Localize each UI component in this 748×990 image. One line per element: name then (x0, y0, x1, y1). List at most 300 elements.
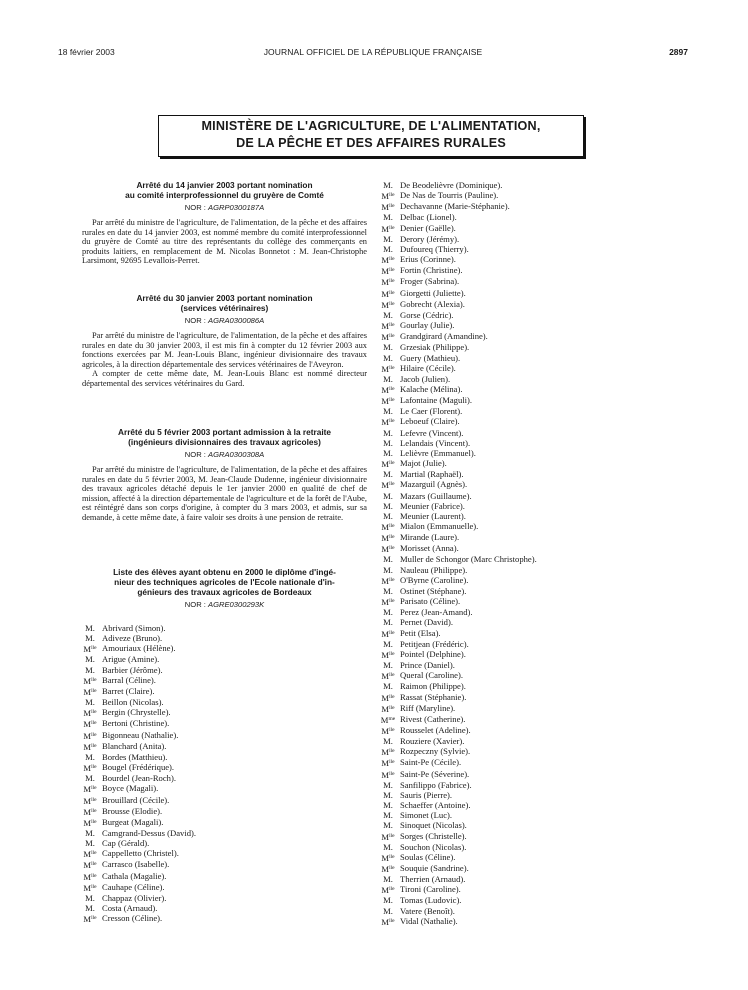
graduate-name: Barral (Céline). (102, 674, 156, 685)
graduate-list-item (380, 725, 680, 736)
civility-title: $M^{me}$ (380, 714, 396, 725)
graduate-name: Froger (Sabrina). (400, 276, 460, 287)
graduate-name: Rousselet (Adeline). (400, 724, 471, 735)
graduate-name: Petitjean (Frédéric). (400, 638, 469, 649)
nor-reference (82, 203, 367, 213)
graduate-list-item (82, 762, 367, 773)
civility-title: M. (383, 490, 393, 501)
graduate-name: Denier (Gaëlle). (400, 222, 456, 233)
graduate-list-item (82, 913, 367, 924)
graduate-list-item (380, 820, 680, 830)
graduate-list-item (380, 363, 680, 374)
civility-title: $M^{lle}$ (381, 396, 395, 407)
article-title-line: Arrêté du 30 janvier 2003 portant nomination (136, 293, 313, 303)
nor-label: NOR : (184, 450, 206, 459)
left-column (82, 180, 367, 924)
graduate-name: Pernet (David). (400, 617, 453, 628)
graduate-list-item (82, 686, 367, 697)
graduate-name: Perez (Jean-Amand). (400, 607, 473, 618)
nor-label: NOR : (184, 600, 206, 609)
graduate-list-item (380, 554, 680, 564)
civility-title: $M^{lle}$ (381, 575, 395, 586)
graduate-list-item (380, 511, 680, 521)
article-paragraph: Par arrêté du ministre de l'agriculture, de l'alimentation, de la pêche et des affaires rurales en date du 5 février 2003, M. Jean-Claude Dudenne, ingénieur divisionnaire des travaux agricoles détaché depuis le 1er janvier 2000 en qualité de chef de mission, affecté à la direction départementale de l'agriculture et de la forêt de l'Aube, est réintégré dans son corps d'origine, à compter du 3 mars 2003, et admis, sur sa demande, à cette même date, à faire valoir ses droits à une pension de retraite. (82, 465, 367, 522)
graduate-name: Vidal (Nathalie). (400, 915, 458, 926)
graduate-list-item (380, 639, 680, 649)
civility-title: M. (383, 564, 393, 575)
civility-title: $M^{lle}$ (381, 277, 395, 288)
civility-title: $M^{lle}$ (381, 255, 395, 266)
graduate-name: O'Byrne (Caroline). (400, 574, 469, 585)
graduate-name: Petit (Elsa). (400, 627, 441, 638)
civility-title: M. (383, 789, 393, 800)
right-column (380, 180, 680, 927)
graduate-list-item (380, 254, 680, 265)
graduate-name: Kalache (Mélina). (400, 383, 463, 394)
graduate-name: Ostinet (Stéphane). (400, 585, 467, 596)
graduate-list-item (82, 903, 367, 913)
graduate-list-item (380, 276, 680, 287)
graduate-list-item (380, 617, 680, 627)
civility-title: $M^{lle}$ (381, 417, 395, 428)
graduate-list-item (380, 299, 680, 310)
graduate-list-item (82, 773, 367, 783)
civility-title: $M^{lle}$ (83, 763, 97, 774)
civility-title: M. (383, 638, 393, 649)
graduate-name: Erius (Corinne). (400, 254, 456, 265)
graduate-list-item (380, 649, 680, 660)
civility-title: $M^{lle}$ (381, 725, 395, 736)
article-retirement (82, 427, 367, 567)
graduate-list-item (380, 607, 680, 617)
civility-title: M. (383, 617, 393, 628)
graduate-name: Cathala (Magalie). (102, 870, 167, 881)
civility-title: M. (383, 352, 393, 363)
graduate-name: Bertoni (Christine). (102, 718, 170, 729)
graduate-name: Cresson (Céline). (102, 913, 163, 924)
graduate-name: Le Caer (Florent). (400, 406, 463, 417)
civility-title: M. (383, 874, 393, 885)
graduate-list-item (380, 916, 680, 927)
civility-title: $M^{lle}$ (83, 795, 97, 806)
civility-title: M. (383, 607, 393, 618)
civility-title: M. (383, 800, 393, 811)
graduate-name: Bougel (Frédérique). (102, 762, 175, 773)
graduate-name: Bourdel (Jean-Roch). (102, 773, 176, 784)
civility-title: $M^{lle}$ (381, 692, 395, 703)
graduate-name: Martial (Raphaël). (400, 469, 464, 480)
civility-title: $M^{lle}$ (83, 719, 97, 730)
graduate-name: Lelièvre (Emmanuel). (400, 447, 476, 458)
nor-code: AGRA0300086A (208, 316, 265, 325)
nor-reference (82, 316, 367, 326)
civility-title: $M^{lle}$ (381, 769, 395, 780)
graduate-name: Muller de Schongor (Marc Christophe). (400, 554, 537, 565)
graduate-list-item (82, 882, 367, 893)
graduate-name: Mazarguil (Agnès). (400, 479, 468, 490)
graduate-name: Souchon (Nicolas). (400, 841, 467, 852)
graduate-list-item (380, 331, 680, 342)
graduate-name: Amouriaux (Hélène). (102, 643, 176, 654)
graduate-list-item (380, 596, 680, 607)
article-title-line: au comité interprofessionnel du gruyère de Comté (125, 190, 324, 200)
graduate-list-item (380, 491, 680, 501)
graduate-name: Lefevre (Vincent). (400, 427, 464, 438)
civility-title: $M^{lle}$ (83, 871, 97, 882)
civility-title: M. (383, 243, 393, 254)
civility-title: $M^{lle}$ (83, 644, 97, 655)
graduate-name: Lafontaine (Maguli). (400, 395, 473, 406)
graduate-list-item (82, 665, 367, 675)
graduate-list-item (380, 265, 680, 276)
civility-title: M. (85, 838, 95, 849)
graduate-list-item (380, 800, 680, 810)
civility-title: M. (383, 233, 393, 244)
nor-code: AGRE0300293K (208, 600, 265, 609)
civility-title: $M^{lle}$ (381, 628, 395, 639)
nor-reference (82, 450, 367, 460)
article-title-line: (ingénieurs divisionnaires des travaux agricoles) (128, 437, 321, 447)
graduate-name: Chappaz (Olivier). (102, 892, 167, 903)
graduate-name: Gobrecht (Alexia). (400, 298, 465, 309)
graduate-name: Sauris (Pierre). (400, 789, 453, 800)
civility-title: $M^{lle}$ (381, 649, 395, 660)
graduates-list-right (380, 180, 680, 927)
civility-title: $M^{lle}$ (381, 191, 395, 202)
graduate-list-item (380, 479, 680, 490)
graduate-list-item (380, 842, 680, 852)
graduate-name: Souquie (Sandrine). (400, 863, 469, 873)
graduate-list-item (82, 633, 367, 643)
graduate-list-item (380, 342, 680, 352)
graduate-list-item (380, 810, 680, 820)
article-paragraph: Par arrêté du ministre de l'agriculture, de l'alimentation, de la pêche et des affaires rurales en date du 30 janvier 2003, il est mis fin à compter du 12 février 2003 aux fonctions exercées par M. Jean-Louis Blanc, ingénieur divisionnaire des travaux agricoles, à la direction départementale des services vétérinaires de l'Aveyron. (82, 331, 367, 369)
civility-title: M. (85, 623, 95, 633)
graduate-list-item (380, 543, 680, 554)
graduate-list-item (380, 681, 680, 691)
graduate-name: Therrien (Arnaud). (400, 874, 466, 885)
civility-title: $M^{lle}$ (381, 459, 395, 470)
civility-title: M. (383, 212, 393, 223)
graduate-name: Giorgetti (Juliette). (400, 287, 466, 298)
graduate-list-item (380, 428, 680, 438)
page-number: 2897 (669, 47, 688, 57)
graduate-list-item (380, 565, 680, 575)
civility-title: M. (383, 373, 393, 384)
graduate-list-item (380, 374, 680, 384)
graduate-list-item (380, 244, 680, 254)
civility-title: M. (383, 681, 393, 692)
graduate-name: Rassat (Stéphanie). (400, 691, 467, 702)
civility-title: M. (383, 810, 393, 821)
graduate-name: Vatere (Benoît). (400, 905, 455, 916)
civility-title: M. (383, 554, 393, 565)
graduate-name: Parisato (Céline). (400, 596, 461, 607)
graduate-list-item (380, 212, 680, 222)
journal-title: JOURNAL OFFICIEL DE LA RÉPUBLIQUE FRANÇAISE (263, 47, 483, 57)
article-title-line: (services vétérinaires) (180, 303, 269, 313)
graduate-name: Bergin (Chrystelle). (102, 707, 171, 718)
graduate-name: Hilaire (Cécile). (400, 362, 456, 373)
graduate-name: Sorges (Christelle). (400, 830, 467, 841)
graduate-list-item (82, 859, 367, 870)
civility-title: $M^{lle}$ (381, 223, 395, 234)
article-title-line: Arrêté du 5 février 2003 portant admission à la retraite (117, 427, 332, 437)
graduate-name: Saint-Pe (Séverine). (400, 768, 470, 779)
civility-title: $M^{lle}$ (381, 522, 395, 532)
graduate-list-item (380, 395, 680, 406)
graduate-name: Mazars (Guillaume). (400, 490, 472, 501)
civility-title: $M^{lle}$ (83, 817, 97, 828)
article-gruyere-nomination (82, 180, 367, 293)
civility-title: $M^{lle}$ (381, 831, 395, 842)
graduate-list-item (82, 718, 367, 729)
graduate-list-item (380, 874, 680, 884)
graduate-name: Grandgirard (Amandine). (400, 331, 488, 342)
ministry-heading-line-1: MINISTÈRE DE L'AGRICULTURE, DE L'ALIMENTATION, (201, 119, 541, 133)
civility-title: M. (85, 664, 95, 675)
graduate-name: Tomas (Ludovic). (400, 895, 462, 906)
nor-code: AGRA0300308A (208, 450, 265, 459)
graduate-name: Brouillard (Cécile). (102, 794, 170, 805)
graduate-name: Boyce (Magali). (102, 783, 159, 794)
civility-title: M. (85, 892, 95, 903)
civility-title: $M^{lle}$ (83, 806, 97, 817)
civility-title: $M^{lle}$ (381, 299, 395, 310)
civility-title: M. (383, 895, 393, 906)
graduate-list-item (380, 790, 680, 800)
graduate-name: Prince (Daniel). (400, 660, 455, 671)
graduate-list-item (380, 223, 680, 234)
graduate-name: Gorse (Cédric). (400, 309, 454, 320)
graduate-list-item (380, 884, 680, 895)
civility-title: M. (383, 660, 393, 671)
graduate-list-item (380, 863, 680, 874)
civility-title: $M^{lle}$ (381, 885, 395, 896)
graduate-name: Queral (Caroline). (400, 670, 463, 681)
graduate-name: Cap (Gérald). (102, 838, 150, 849)
graduate-name: Guery (Mathieu). (400, 352, 461, 363)
graduate-name: Cauhape (Céline). (102, 881, 165, 892)
graduate-list-item (82, 893, 367, 903)
graduate-list-item (82, 697, 367, 707)
graduate-list-item (82, 871, 367, 882)
graduate-name: Simonet (Luc). (400, 810, 453, 821)
graduate-list-item (82, 643, 367, 654)
graduate-name: Soulas (Céline). (400, 851, 456, 862)
graduate-list-item (380, 692, 680, 703)
graduates-list-section (82, 567, 367, 924)
graduate-name: Lelandais (Vincent). (400, 437, 471, 448)
graduate-name: Adiveze (Bruno). (102, 633, 163, 644)
graduate-list-item (82, 654, 367, 664)
graduate-list-item (380, 384, 680, 395)
graduate-name: Camgrand-Dessus (David). (102, 827, 197, 838)
graduate-list-item (380, 769, 680, 780)
graduate-list-item (82, 806, 367, 817)
graduate-list-item (380, 780, 680, 790)
graduate-list-item (82, 675, 367, 686)
graduate-list-item (380, 895, 680, 905)
graduate-name: Dechavanne (Marie-Stéphanie). (400, 201, 510, 212)
article-paragraph: A compter de cette même date, M. Jean-Louis Blanc est nommé directeur départemental des services vétérinaires du Gard. (82, 369, 367, 388)
graduate-name: Dufoureq (Thierry). (400, 243, 469, 254)
civility-title: M. (85, 751, 95, 762)
civility-title: M. (383, 510, 393, 521)
graduate-list-item (380, 320, 680, 331)
civility-title: $M^{lle}$ (381, 480, 395, 491)
graduate-name: Sinoquet (Nicolas). (400, 820, 467, 831)
graduates-list-left (82, 623, 367, 924)
graduate-list-item (82, 730, 367, 741)
civility-title: $M^{lle}$ (83, 914, 97, 925)
graduate-name: Saint-Pe (Cécile). (400, 757, 462, 768)
graduate-name: Tironi (Caroline). (400, 884, 461, 895)
article-paragraph: Par arrêté du ministre de l'agriculture, de l'alimentation, de la pêche et des affaires rurales en date du 14 janvier 2003, est nommé membre du comité interprofessionnel du gruyère de Comté au titre des représentants du collège des commerçants en produits laitiers, en remplacement de M. Nicolas Bonnetot : M. Jean-Christophe Larsimont, 92695 Levallois-Perret. (82, 218, 367, 266)
graduate-name: Delbac (Lionel). (400, 212, 457, 223)
graduate-list-item (380, 660, 680, 670)
civility-title: M. (383, 406, 393, 417)
civility-title: $M^{lle}$ (381, 758, 395, 769)
graduate-list-item (82, 752, 367, 762)
civility-title: M. (383, 180, 393, 190)
ministry-heading-line-2: DE LA PÊCHE ET DES AFFAIRES RURALES (236, 136, 506, 150)
civility-title: $M^{lle}$ (381, 288, 395, 299)
civility-title: $M^{lle}$ (381, 332, 395, 343)
graduate-list-item (380, 831, 680, 842)
graduate-list-item (380, 310, 680, 320)
civility-title: $M^{lle}$ (381, 363, 395, 374)
article-title-line: génieurs des travaux agricoles de Bordeaux (137, 587, 312, 597)
graduate-list-item (380, 586, 680, 596)
civility-title: M. (383, 309, 393, 320)
graduate-list-item (380, 521, 680, 532)
nor-label: NOR : (184, 316, 206, 325)
civility-title: M. (383, 779, 393, 790)
civility-title: $M^{lle}$ (381, 202, 395, 213)
article-title (82, 567, 367, 597)
graduate-name: Majot (Julie). (400, 458, 447, 469)
graduate-name: Costa (Arnaud). (102, 903, 158, 914)
civility-title: M. (85, 827, 95, 838)
civility-title: M. (85, 903, 95, 914)
civility-title: M. (383, 841, 393, 852)
civility-title: M. (383, 437, 393, 448)
graduate-name: Morisset (Anna). (400, 543, 459, 554)
graduate-list-item (380, 416, 680, 427)
civility-title: $M^{lle}$ (83, 860, 97, 871)
graduate-name: Barret (Claire). (102, 685, 155, 696)
civility-title: $M^{lle}$ (83, 686, 97, 697)
graduate-name: Abrivard (Simon). (102, 623, 166, 633)
graduate-name: Fortin (Christine). (400, 265, 463, 276)
civility-title: $M^{lle}$ (83, 730, 97, 741)
graduate-list-item (82, 795, 367, 806)
graduate-list-item (380, 501, 680, 511)
civility-title: $M^{lle}$ (381, 864, 395, 874)
graduate-list-item (380, 201, 680, 212)
graduate-name: Raimon (Philippe). (400, 681, 466, 692)
civility-title: M. (383, 820, 393, 831)
civility-title: $M^{lle}$ (83, 741, 97, 752)
graduate-list-item (82, 783, 367, 794)
graduate-list-item (380, 746, 680, 757)
article-title-line: nieur des techniques agricoles de l'Ecole nationale d'in- (114, 577, 335, 587)
civility-title: M. (85, 697, 95, 708)
civility-title: M. (383, 500, 393, 511)
graduate-name: Rozpeczny (Sylvie). (400, 746, 471, 757)
graduate-name: De Nas de Tourris (Pauline). (400, 190, 499, 201)
graduate-name: Bigonneau (Nathalie). (102, 729, 179, 740)
graduate-name: Brousse (Elodie). (102, 805, 163, 816)
civility-title: $M^{lle}$ (381, 597, 395, 608)
civility-title: $M^{lle}$ (381, 321, 395, 332)
article-title-line: Arrêté du 14 janvier 2003 portant nomination (136, 180, 313, 190)
graduate-name: Rivest (Catherine). (400, 713, 466, 724)
graduate-list-item (380, 234, 680, 244)
page-header (58, 47, 688, 61)
graduate-name: Blanchard (Anita). (102, 740, 167, 751)
graduate-name: Leboeuf (Claire). (400, 416, 460, 427)
civility-title: M. (383, 447, 393, 458)
issue-date: 18 février 2003 (58, 47, 115, 57)
graduate-list-item (380, 575, 680, 586)
civility-title: $M^{lle}$ (381, 671, 395, 682)
graduate-list-item (380, 628, 680, 639)
graduate-list-item (380, 180, 680, 190)
graduate-list-item (82, 848, 367, 859)
graduate-name: Gourlay (Julie). (400, 320, 455, 331)
graduate-list-item (380, 532, 680, 543)
graduate-list-item (380, 670, 680, 681)
civility-title: $M^{lle}$ (83, 675, 97, 686)
civility-title: M. (383, 427, 393, 438)
graduate-list-item (380, 458, 680, 469)
graduate-name: Burgeat (Magali). (102, 816, 164, 827)
graduate-name: De Beodelièvre (Dominique). (400, 180, 503, 190)
civility-title: M. (85, 654, 95, 665)
civility-title: $M^{lle}$ (381, 916, 395, 927)
article-title (82, 180, 367, 200)
graduate-list-item (82, 623, 367, 633)
article-title (82, 293, 367, 313)
nor-label: NOR : (184, 203, 206, 212)
civility-title: $M^{lle}$ (381, 852, 395, 863)
graduate-name: Barbier (Jérôme). (102, 664, 163, 675)
graduate-name: Rouziere (Xavier). (400, 736, 465, 747)
graduate-list-item (380, 406, 680, 416)
graduate-name: Nauleau (Philippe). (400, 564, 468, 575)
graduate-list-item (82, 838, 367, 848)
graduate-list-item (380, 469, 680, 479)
graduate-list-item (380, 906, 680, 916)
graduate-name: Meunier (Laurent). (400, 510, 466, 521)
graduate-name: Mirande (Laure). (400, 532, 460, 543)
graduate-list-item (82, 741, 367, 752)
nor-code: AGRP0300187A (208, 203, 265, 212)
graduate-name: Carrasco (Isabelle). (102, 859, 170, 870)
civility-title: M. (383, 585, 393, 596)
graduate-list-item (380, 736, 680, 746)
civility-title: $M^{lle}$ (83, 849, 97, 860)
graduate-list-item (380, 757, 680, 768)
graduate-list-item (380, 190, 680, 201)
civility-title: M. (85, 773, 95, 784)
graduate-name: Meunier (Fabrice). (400, 500, 465, 511)
graduate-list-item (380, 852, 680, 863)
graduate-name: Arigue (Amine). (102, 654, 160, 665)
graduate-list-item (380, 703, 680, 714)
